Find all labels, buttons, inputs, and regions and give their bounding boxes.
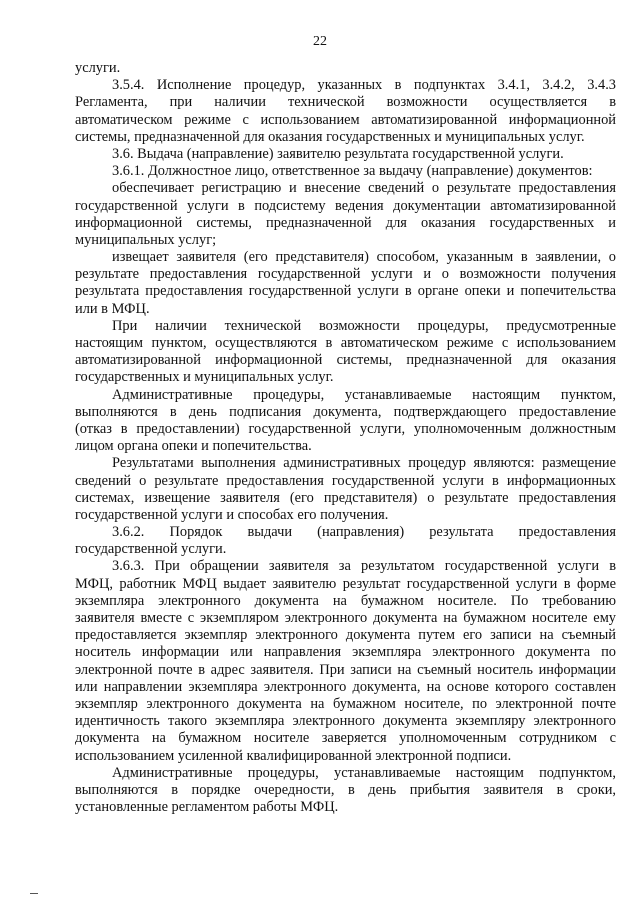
text-line: носитель информации или направления экземпляра электронного документа по — [75, 644, 616, 661]
text-line: или направлении экземпляра электронного документа, на основе которого составлен — [75, 678, 616, 695]
text-line: системы, предназначенной для оказания государственных и муниципальных услуг. — [75, 128, 585, 145]
page-number: 22 — [313, 34, 327, 49]
text-line: Результатами выполнения административных процедур являются: размещение — [112, 455, 616, 472]
text-line: Регламента, при наличии технической возможности осуществляется в — [75, 94, 616, 111]
text-line: результате предоставления государственной услуги и о возможности получения — [75, 266, 616, 283]
text-line: Административные процедуры, устанавливаемые настоящим подпунктом, — [112, 764, 616, 781]
text-line: автоматическом режиме с использованием автоматизированной информационной — [75, 111, 616, 128]
text-line: Административные процедуры, устанавливаемые настоящим пунктом, — [112, 386, 616, 403]
text-line: системах, извещение заявителя (его представителя) о результате предоставления — [75, 489, 616, 506]
text-line: экземпляр электронного документа на бумажном носителе, по электронной почте — [75, 695, 616, 712]
text-line: 3.5.4. Исполнение процедур, указанных в подпунктах 3.4.1, 3.4.2, 3.4.3 — [112, 77, 616, 94]
text-line: государственной услуги в подсистему ведения документации автоматизированной — [75, 197, 616, 214]
text-line: информационной системы, предназначенной для оказания государственных и — [75, 214, 616, 231]
text-line: установленные регламентом работы МФЦ. — [75, 799, 339, 816]
text-line: услуги. — [75, 60, 121, 76]
text-line: автоматизированной информационной системы, предназначенной для оказания — [75, 352, 616, 369]
margin-mark — [30, 893, 38, 894]
text-line: или в МФЦ. — [75, 300, 150, 317]
text-line: государственной услуги. — [75, 541, 227, 558]
text-line: лицом органа опеки и попечительства. — [75, 438, 312, 455]
text-line: настоящим пунктом, осуществляются в автоматическом режиме с использованием — [75, 335, 616, 351]
text-line: выполняются в порядке очередности, в день прибытия заявителя в сроки, — [75, 781, 616, 798]
text-line: экземпляра электронного документа на бумажном носителе. По требованию — [75, 592, 616, 609]
text-line: 3.6.3. При обращении заявителя за результатом государственной услуги в — [112, 558, 616, 575]
text-line: документа на бумажном носителе заверяется уполномоченным сотрудником с — [75, 730, 616, 747]
text-line: обеспечивает регистрацию и внесение сведений о результате предоставления — [112, 180, 616, 197]
text-line: При наличии технической возможности процедуры, предусмотренные — [112, 317, 616, 334]
text-line: государственной услуги и способах его получения. — [75, 506, 389, 523]
text-line: извещает заявителя (его представителя) способом, указанным в заявлении, о — [112, 249, 616, 266]
text-line: электронной почте в адрес заявителя. При записи на съемный носитель информации — [75, 661, 616, 678]
text-line: МФЦ, работник МФЦ выдает заявителю результат государственной услуги в форме — [75, 575, 616, 592]
text-line: 3.6.2. Порядок выдачи (направления) результата предоставления — [112, 524, 616, 541]
text-line: предоставляется экземпляр электронного документа путем его записи на съемный — [75, 627, 616, 644]
text-line: муниципальных услуг; — [75, 231, 217, 248]
text-line: сведений о результате предоставления государственной услуги в информационных — [75, 472, 616, 489]
text-line: 3.6. Выдача (направление) заявителю результата государственной услуги. — [112, 145, 564, 162]
text-line: государственных и муниципальных услуг. — [75, 369, 334, 386]
text-line: 3.6.1. Должностное лицо, ответственное за выдачу (направление) документов: — [112, 163, 593, 180]
text-line: идентичность такого экземпляра электронного документа экземпляру электронного — [75, 713, 616, 730]
text-line: (отказ в предоставлении) государственной услуги, уполномоченным должностным — [75, 420, 616, 437]
text-line: использованием усиленной квалифицированной электронной подписи. — [75, 747, 512, 764]
text-line: выполняются в день подписания документа, подтверждающего предоставление — [75, 403, 616, 420]
document-body — [75, 60, 616, 816]
text-line: заявителя вместе с экземпляром электронного документа на бумажном носителе ему — [75, 610, 616, 626]
text-line: результата предоставления государственной услуги в органе опеки и попечительства — [75, 283, 616, 300]
